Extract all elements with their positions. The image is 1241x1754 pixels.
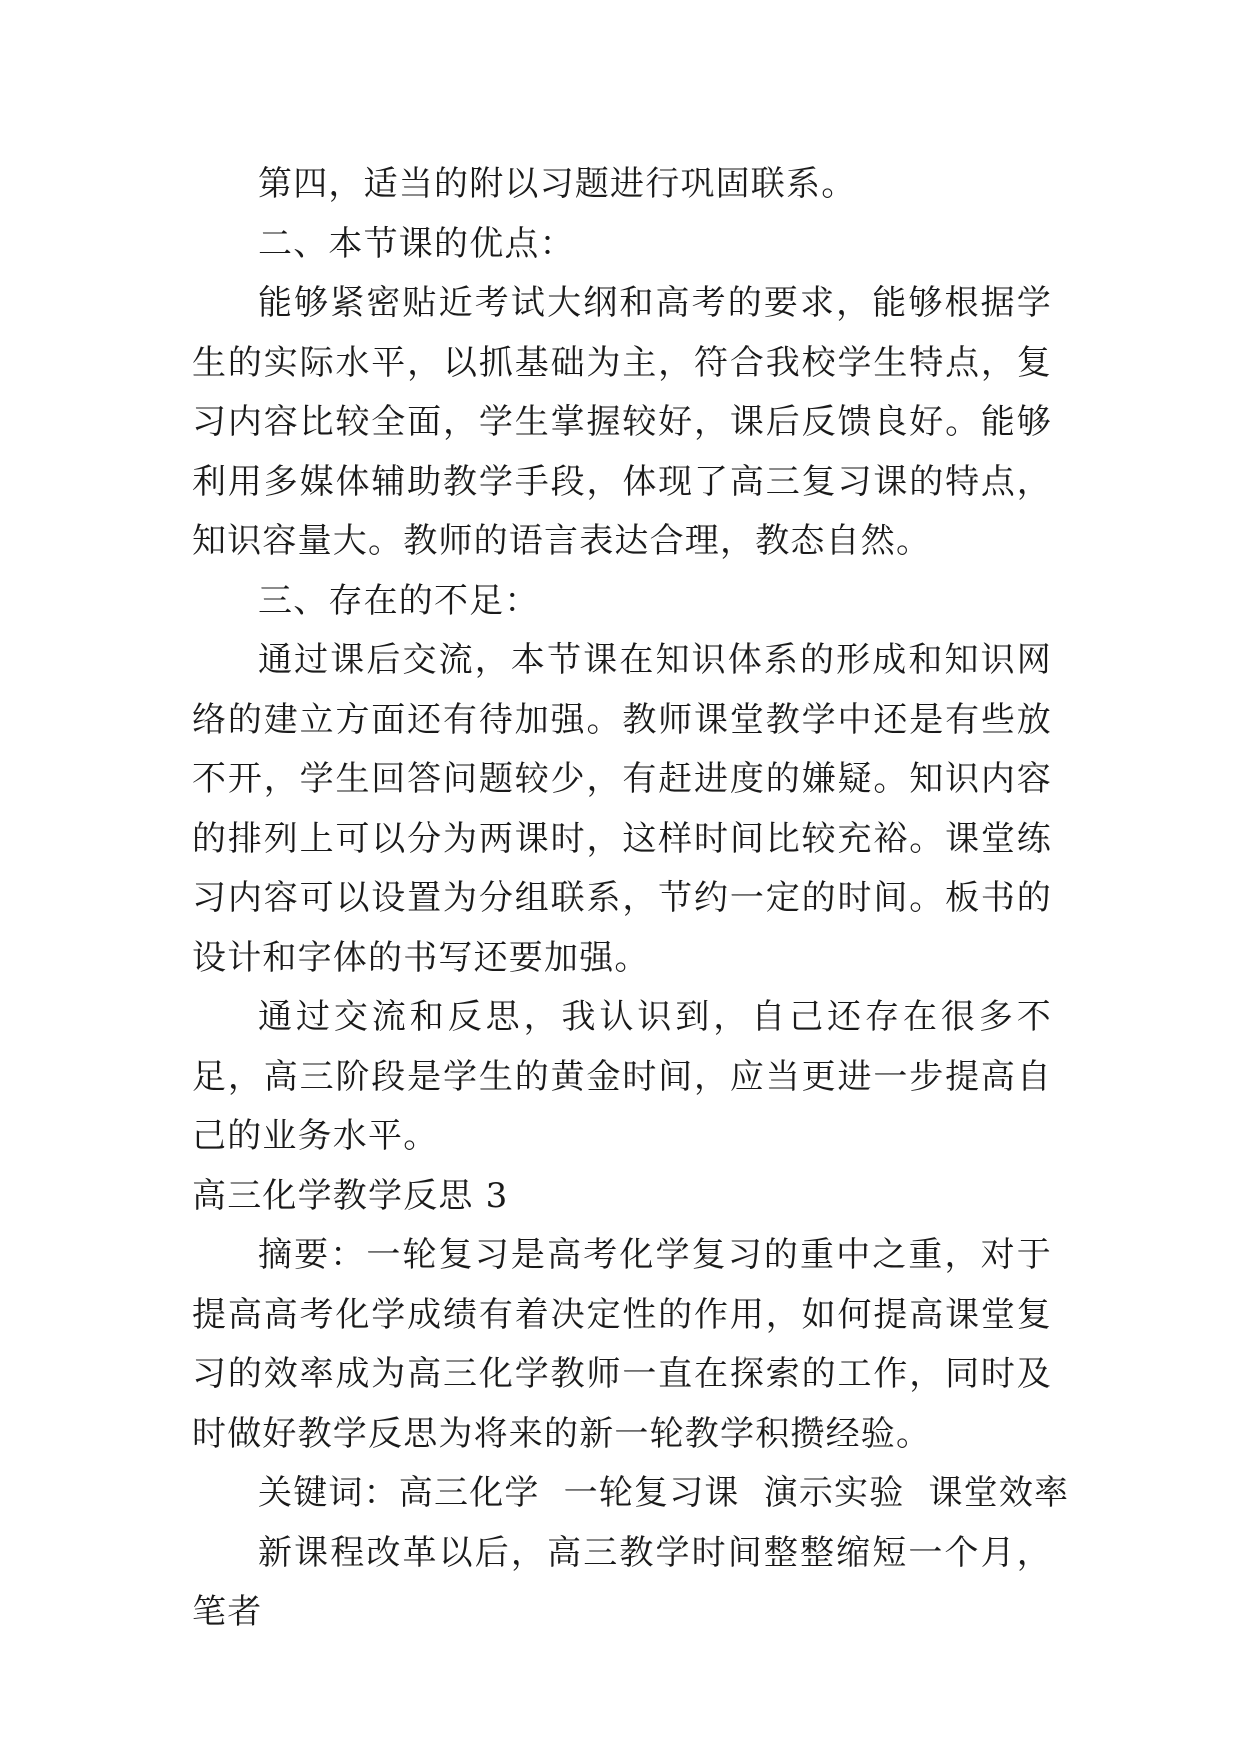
document-body (192, 155, 1070, 1643)
section-title: 高三化学教学反思 3 (192, 1175, 509, 1216)
paragraph-shortcomings: 通过课后交流，本节课在知识体系的形成和知识网络的建立方面还有待加强。教师课堂教学中还是有些放不开，学生回答问题较少，有赶进度的嫌疑。知识内容的排列上可以分为两课时，这样时间比较充裕。课堂练习内容可以设置为分组联系，节约一定的时间。板书的设计和字体的书写还要加强。 (192, 640, 1052, 978)
paragraph-advantages: 能够紧密贴近考试大纲和高考的要求，能够根据学生的实际水平，以抓基础为主，符合我校学生特点，复习内容比较全面，学生掌握较好，课后反馈良好。能够利用多媒体辅助教学手段，体现了高三复习课的特点，知识容量大。教师的语言表达合理，教态自然。 (192, 283, 1052, 561)
paragraph-intro: 新课程改革以后，高三教学时间整整缩短一个月，笔者 (192, 1532, 1052, 1632)
paragraph-reflection: 通过交流和反思，我认识到，自己还存在很多不足，高三阶段是学生的黄金时间，应当更进一步提高自己的业务水平。 (192, 997, 1052, 1156)
paragraph-step-four: 第四，适当的附以习题进行巩固联系。 (258, 164, 857, 204)
paragraph-abstract: 摘要：一轮复习是高考化学复习的重中之重，对于提高高考化学成绩有着决定性的作用，如何提高课堂复习的效率成为高三化学教师一直在探索的工作，同时及时做好教学反思为将来的新一轮教学积攒经验。 (192, 1235, 1052, 1454)
heading-advantages: 二、本节课的优点： (258, 223, 575, 264)
heading-shortcomings: 三、存在的不足： (258, 580, 540, 621)
paragraph-keywords: 关键词：高三化学 一轮复习课 演示实验 课堂效率 (258, 1473, 1070, 1513)
